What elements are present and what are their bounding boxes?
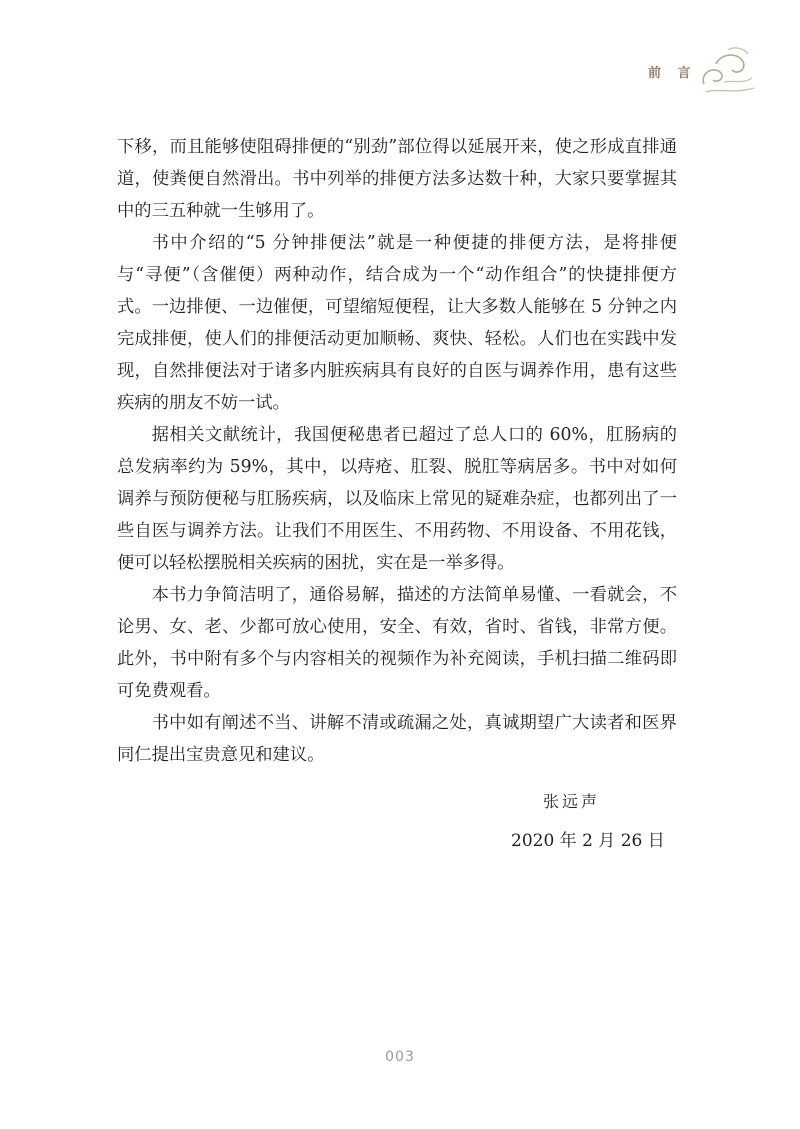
preface-date: 2020 年 2 月 26 日 bbox=[511, 831, 665, 851]
section-title: 前 言 bbox=[648, 66, 697, 81]
paragraph: 据相关文献统计，我国便秘患者已超过了总人口的 60%，肛肠病的总发病率约为 59%，其中，以痔疮、肛裂、脱肛等病居多。书中对如何调养与预防便秘与肛肠疾病，以及临床上常见的疑难杂症，也都列出了一些自医与调养方法。让我们不用医生、不用药物、不用设备、不用花钱，便可以轻松摆脱相关疾病的困扰，实在是一举多得。 bbox=[117, 425, 677, 573]
paragraph: 书中介绍的“5 分钟排便法”就是一种便捷的排便方法，是将排便与“寻便”（含催便）两种动作，结合成为一个“动作组合”的快捷排便方式。一边排便、一边催便，可望缩短便程，让大多数人能够在 5 分钟之内完成排便，使人们的排便活动更加顺畅、爽快、轻松。人们也在实践中发现，自然排便法对于诸多内脏疾病具有良好的自医与调养作用，患有这些疾病的朋友不妨一试。 bbox=[117, 233, 677, 413]
page-number: 003 bbox=[385, 1049, 415, 1065]
swirl-cloud-ornament-icon bbox=[698, 44, 758, 100]
paragraph: 本书力争简洁明了，通俗易解，描述的方法简单易懂、一看就会，不论男、女、老、少都可放心使用，安全、有效，省时、省钱，非常方便。此外，书中附有多个与内容相关的视频作为补充阅读，手机扫描二维码即可免费观看。 bbox=[117, 585, 677, 701]
paragraph: 书中如有阐述不当、讲解不清或疏漏之处，真诚期望广大读者和医界同仁提出宝贵意见和建议。 bbox=[117, 713, 677, 765]
running-header bbox=[640, 40, 760, 100]
author-signature: 张远声 bbox=[543, 792, 601, 811]
preface-body bbox=[117, 131, 677, 771]
paragraph: 下移，而且能够使阻碍排便的“别劲”部位得以延展开来，使之形成直排通道，使粪便自然滑出。书中列举的排便方法多达数十种，大家只要掌握其中的三五种就一生够用了。 bbox=[117, 137, 677, 221]
